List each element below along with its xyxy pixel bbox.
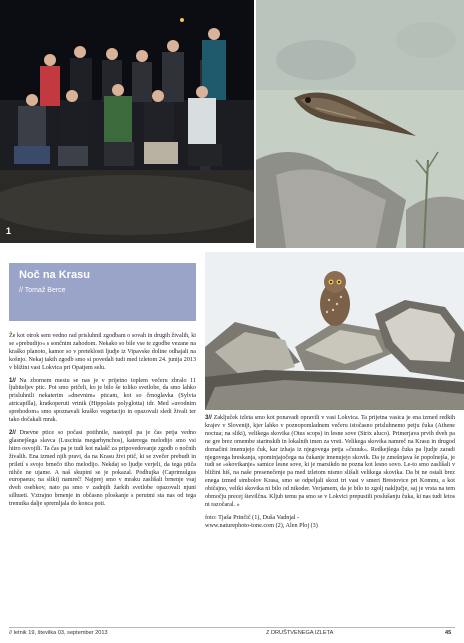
group-photo-illustration — [0, 0, 254, 243]
nightjar-photo — [256, 0, 464, 248]
little-owl-illustration — [205, 252, 464, 410]
article-title-box — [9, 263, 196, 321]
paragraph-number: 2// — [9, 428, 16, 436]
intro-paragraph: Že kot otrok sem vedno rad prisluhnil zgodbam o sovah in drugih živalih, ki se »prebudijo« s sončnim zahodom. Nekako so bile vse te zgodbe vezane na kraško planoto, kamor so v preteklosti ljudje iz Vipavske doline odhajali na košnjo. Nekaj takih zgodb smo si povedali tudi med izletom 24. junija 2013 v bližini vasi Lokvica pri Opatjem selu. — [9, 333, 196, 371]
paragraph-3 — [205, 414, 455, 510]
group-photo — [0, 0, 254, 243]
paragraph-text: Dnevne ptice so počasi potihnile, nastopil pa je čas petja vedno glasnejšega slavca (Luscinia megarhynchos), katerega melodijo smo vsi hitro osvojili. Ta čas pa je tudi kot nalašč za pripovedovanje zgodb o nočnih živalih. Ena izmed njih pravi, da na Krasu živi ptič, ki se zvečer prebudi in priletí s svojo brnečo tiho melodijo. Nekdaj so ljudje verjeli, da tega ptiča nihče ne ujame. A naš skupini se je pokazal. Podhujka (Caprimulgus europaeus; na sliki) namreč! Najprej smo v mraku zaslišali brnenje vsaj dveh osebkov, nato pa smo v zadnjih žarkih svetlobe opazovali njuni silhueti. Vztrajno brnenje in občasno ploskanje s perutmi sta nas od tega trenutka dalje spremljala do konca poti. — [9, 429, 196, 508]
footer-section: Z DRUŠTVENEGA IZLETA — [266, 630, 334, 636]
photo-credit-line: foto: Tjaša Prinčič (1), Duša Vadnjal - — [205, 513, 300, 521]
end-mark: » — [236, 501, 240, 508]
paragraph-1 — [9, 377, 196, 425]
paragraph-text: Zaključek izleta smo kot ponavadi opravili v vasi Lokvica. Ta prijetna vasica je ena izmed redkih krajev v Sloveniji, kjer lahko v poznopomladnem večeru istočasno prisluhnemo petju čuka (Athene noctua; na sliki), velikega skovika (Otus scops) in lesne sove (Strix aluco). Primerjava prvih dveh pa ne gre brez omembe starinskih in lokalnih imen za vrsti. Velikega skovika namreč na Krasu in drugod domačini imenujejo čuk, kar izhaja iz njegovega petja »čuuuk«. Redkejšega čuka pa ljudje zaradi njegovega hreskanja, spominjajočega na čukanje imenujejo skovik. Da je zmešnjava še popolnejša, je tudi se »skovikanje« samice lesne sove, ki je marsikdo ne pozna kot lesno sovo. Le-to smo zaslišali v bližini hiš, na naše presenečenje pa med izletom nismo slišali velikega skovika. Da bi ne ostali brez enega izmed simbolov Krasa, smo se odpeljali skozi tri vasi v smeri Brestovice pri Komnu, a kot običajno, veliki skovika ni bilo od nikoder. Verjamem, da je bilo to zgolj naključje, saj je vrsta na tem območju precej številčna. Kljub temu pa smo se v Lokvici prepustili poslušanju čuka, ki nas tudi letos ni razočaral. — [205, 415, 455, 508]
footer-issue: // letnik 19, številka 03, september 2013 — [9, 630, 108, 636]
paragraph-text: Na zbornem mestu se nas je v prijetno toplem večeru zbralo 11 ljubiteljev ptic. Pot smo pričeli, ko je bilo še toliko svetlobe, da smo lahko prisluhnili nekaterim »dnevnim« pticam, kot so črnoglavka (Sylvia atricapilla), kratkoperuti vrtnik (Hippolais polyglotta) idr. Med »uvodnim sprehodom« smo spoznavali kraško vegetacijo in opazovali sledi živali ter tako dočakali mrak. — [9, 377, 196, 424]
paragraph-number: 1// — [9, 376, 16, 384]
paragraph-2 — [9, 429, 196, 509]
photo-number: 1 — [6, 226, 12, 236]
article-title: Noč na Krasu — [19, 269, 90, 281]
article-author: // Tomaž Berce — [19, 287, 66, 294]
little-owl-photo — [205, 252, 464, 410]
photo-credit-line: www.naturephoto-tone.com (2), Alen Ploj (3) — [205, 521, 318, 529]
nightjar-illustration — [256, 0, 464, 248]
footer-divider — [9, 627, 455, 628]
article-column-left — [9, 333, 196, 513]
article-column-right — [205, 414, 455, 530]
paragraph-number: 3// — [205, 414, 212, 421]
photo-credit — [205, 514, 455, 530]
page-number: 45 — [445, 630, 452, 636]
